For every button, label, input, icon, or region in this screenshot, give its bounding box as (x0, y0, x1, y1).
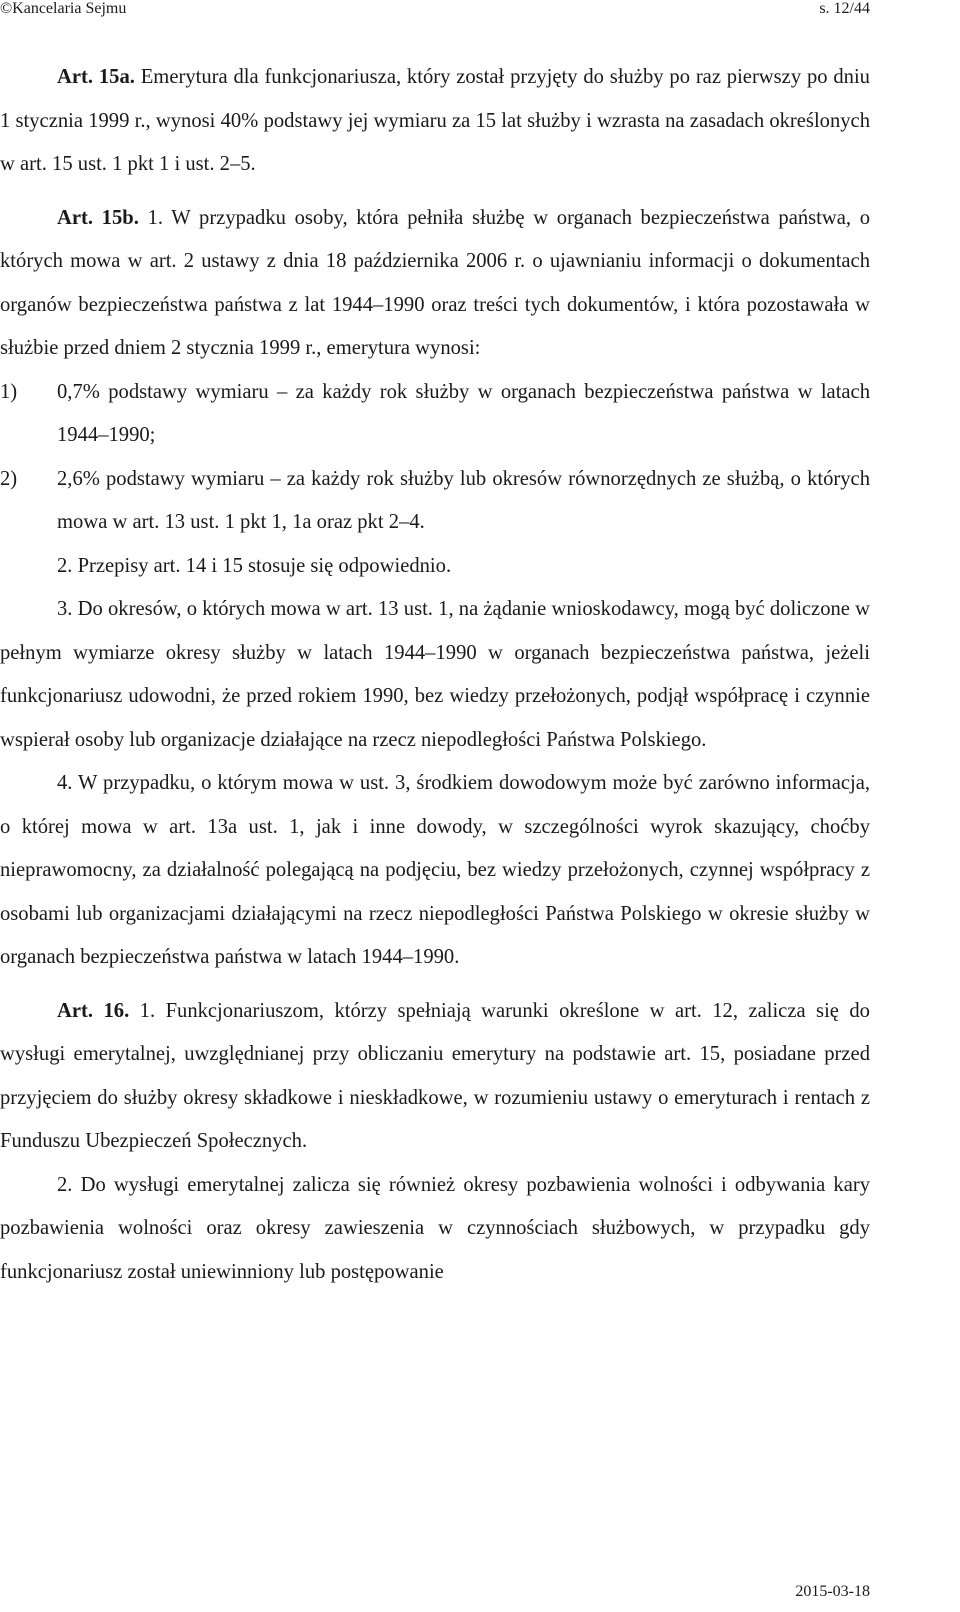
article-text: Emerytura dla funkcjonariusza, który został przyjęty do służby po raz pierwszy po dniu 1 stycznia 1999 r., wynosi 40% podstawy jej wymiaru za 15 lat służby i wzrasta na zasadach określonych w art. 15 ust. 1 pkt 1 i ust. 2–5. (0, 66, 870, 175)
list-item-text: 0,7% podstawy wymiaru – za każdy rok służby w organach bezpieczeństwa państwa w latach 1944–1990; (57, 380, 870, 446)
list-item (0, 371, 870, 458)
list-item-text: 2,6% podstawy wymiaru – za każdy rok służby lub okresów równorzędnych ze służbą, o których mowa w art. 13 ust. 1 pkt 1, 1a oraz pkt 2–4. (57, 467, 870, 533)
article-label: Art. 16. (57, 999, 130, 1022)
art-15b-para-3: 3. Do okresów, o których mowa w art. 13 ust. 1, na żądanie wnioskodawcy, mogą być doliczone w pełnym wymiarze okresy służby w latach 1944–1990 w organach bezpieczeństwa państwa, jeżeli funkcjonariusz udowodni, że przed rokiem 1990, bez wiedzy przełożonych, podjął współpracę i czynnie wspierał osoby lub organizacje działające na rzecz niepodległości Państwa Polskiego. (0, 598, 870, 751)
art-15b-para-1 (0, 197, 870, 371)
copyright-label: ©Kancelaria Sejmu (0, 0, 127, 17)
footer-date: 2015-03-18 (795, 1583, 870, 1600)
list-item-number: 1) (0, 380, 18, 403)
document-body (0, 56, 870, 1294)
article-text: 1. W przypadku osoby, która pełniła służbę w organach bezpieczeństwa państwa, o których mowa w art. 2 ustawy z dnia 18 października 2006 r. o ujawnianiu informacji o dokumentach organów bezpieczeństwa państwa z lat 1944–1990 oraz treści tych dokumentów, i która pozostawała w służbie przed dniem 2 stycznia 1999 r., emerytura wynosi: (0, 206, 870, 359)
article-label: Art. 15b. (57, 206, 139, 229)
page-number: s. 12/44 (819, 0, 870, 17)
art-15a (0, 56, 870, 187)
art-15b-para-2: 2. Przepisy art. 14 i 15 stosuje się odpowiednio. (57, 554, 452, 577)
art-16-para-2: 2. Do wysługi emerytalnej zalicza się również okresy pozbawienia wolności i odbywania kary pozbawienia wolności oraz okresy zawieszenia w czynnościach służbowych, w przypadku gdy funkcjonariusz został uniewinniony lub postępowanie (0, 1173, 870, 1283)
page-header (0, 0, 960, 30)
art-15b-para-4: 4. W przypadku, o którym mowa w ust. 3, środkiem dowodowym może być zarówno informacja, o której mowa w art. 13a ust. 1, jak i inne dowody, w szczególności wyrok skazujący, choćby nieprawomocny, za działalność polegającą na podjęciu, bez wiedzy przełożonych, czynnej współpracy z osobami lub organizacjami działającymi na rzecz niepodległości Państwa Polskiego w okresie służby w organach bezpieczeństwa państwa w latach 1944–1990. (0, 772, 870, 968)
list-item-number: 2) (0, 467, 18, 490)
art-16-para-1 (0, 990, 870, 1164)
article-text: 1. Funkcjonariuszom, którzy spełniają warunki określone w art. 12, zalicza się do wysługi emerytalnej, uwzględnianej przy obliczaniu emerytury na podstawie art. 15, posiadane przed przyjęciem do służby okresy składkowe i nieskładkowe, w rozumieniu ustawy o emeryturach i rentach z Funduszu Ubezpieczeń Społecznych. (0, 999, 870, 1152)
list-item (0, 458, 870, 545)
article-label: Art. 15a. (57, 66, 135, 88)
